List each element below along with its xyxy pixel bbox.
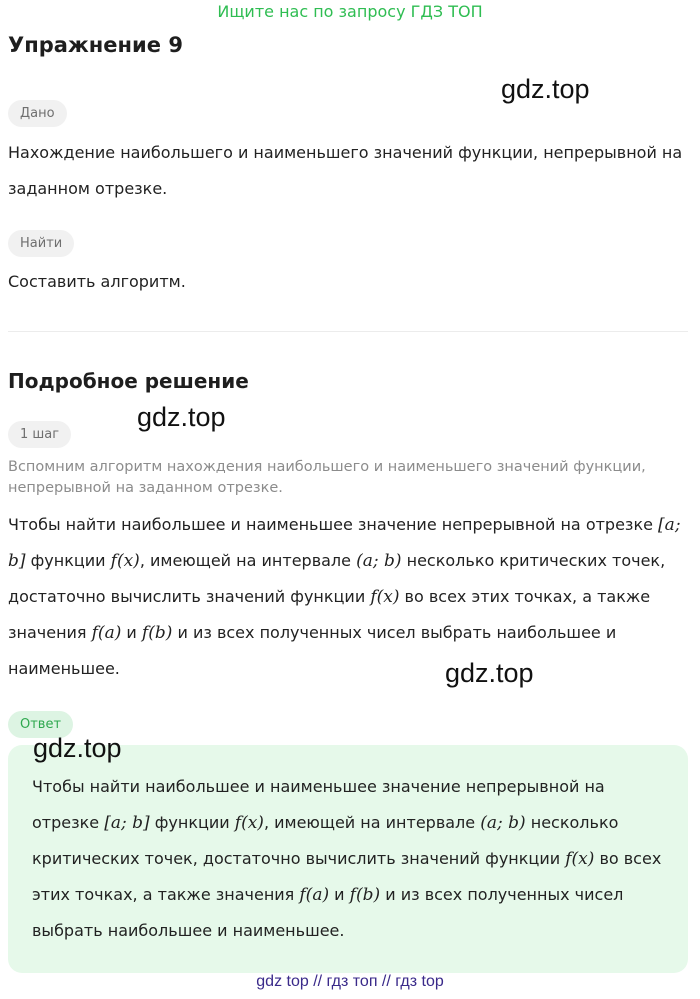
formula: f(x) (565, 849, 595, 869)
formula: f(x) (110, 551, 140, 571)
answer-segment: во всех этих точках, а также значения (32, 849, 662, 904)
find-text: Составить алгоритм. (8, 272, 186, 291)
watermark: gdz.top (501, 74, 590, 104)
watermark: gdz.top (33, 733, 122, 763)
formula: f(b) (141, 623, 173, 643)
search-banner: Ищите нас по запросу ГДЗ ТОП (217, 2, 483, 21)
footer-links: gdz top // гдз топ // гдз top (256, 973, 444, 990)
answer-segment: , имеющей на интервале (263, 813, 481, 832)
answer-text (32, 769, 662, 949)
solution-intro: Вспомним алгоритм нахождения наибольшего и наименьшего значений функции, непрерывной на заданном отрезке. (8, 459, 646, 496)
body-text: и (121, 623, 142, 642)
step-label: 1 шаг (8, 421, 71, 448)
body-text: и из всех полученных чисел выбрать наибольшее и наименьшее. (8, 623, 617, 678)
formula: (a; b) (480, 813, 526, 833)
answer-segment: и (329, 885, 350, 904)
formula: f(b) (349, 885, 381, 905)
body-text: несколько критических точек, достаточно вычислить значений функции (8, 551, 666, 606)
body-text: во всех этих точках, а также значения (8, 587, 651, 642)
formula: f(x) (370, 587, 400, 607)
body-text: функции (25, 551, 106, 570)
exercise-title: Упражнение 9 (8, 33, 183, 57)
given-badge (8, 100, 67, 127)
answer-label: Ответ (8, 711, 73, 738)
find-badge (8, 230, 74, 257)
answer-segment: функции (149, 813, 230, 832)
find-label: Найти (8, 230, 74, 257)
watermark: gdz.top (137, 402, 226, 432)
section-divider (8, 331, 688, 332)
body-text: Чтобы найти наибольшее и наименьшее значение непрерывной на отрезке (8, 515, 653, 534)
formula: f(a) (91, 623, 122, 643)
body-text: , имеющей на интервале (139, 551, 357, 570)
formula: f(x) (234, 813, 264, 833)
formula: f(a) (299, 885, 330, 905)
watermark: gdz.top (445, 658, 534, 688)
given-label: Дано (8, 100, 67, 127)
step-badge (8, 421, 71, 448)
answer-segment: несколько критических точек, достаточно вычислить значений функции (32, 813, 619, 868)
answer-segment: Чтобы найти наибольшее и наименьшее значение непрерывной на отрезке (32, 777, 605, 832)
solution-title: Подробное решение (8, 369, 249, 393)
given-text: Нахождение наибольшего и наименьшего значений функции, непрерывной на заданном отрезке. (8, 143, 683, 198)
formula: (a; b) (356, 551, 402, 571)
formula: [a; b] (104, 813, 150, 833)
formula: [a; b] (8, 515, 681, 571)
solution-body (8, 507, 692, 687)
answer-segment: и из всех полученных чисел выбрать наибольшее и наименьшее. (32, 885, 624, 940)
